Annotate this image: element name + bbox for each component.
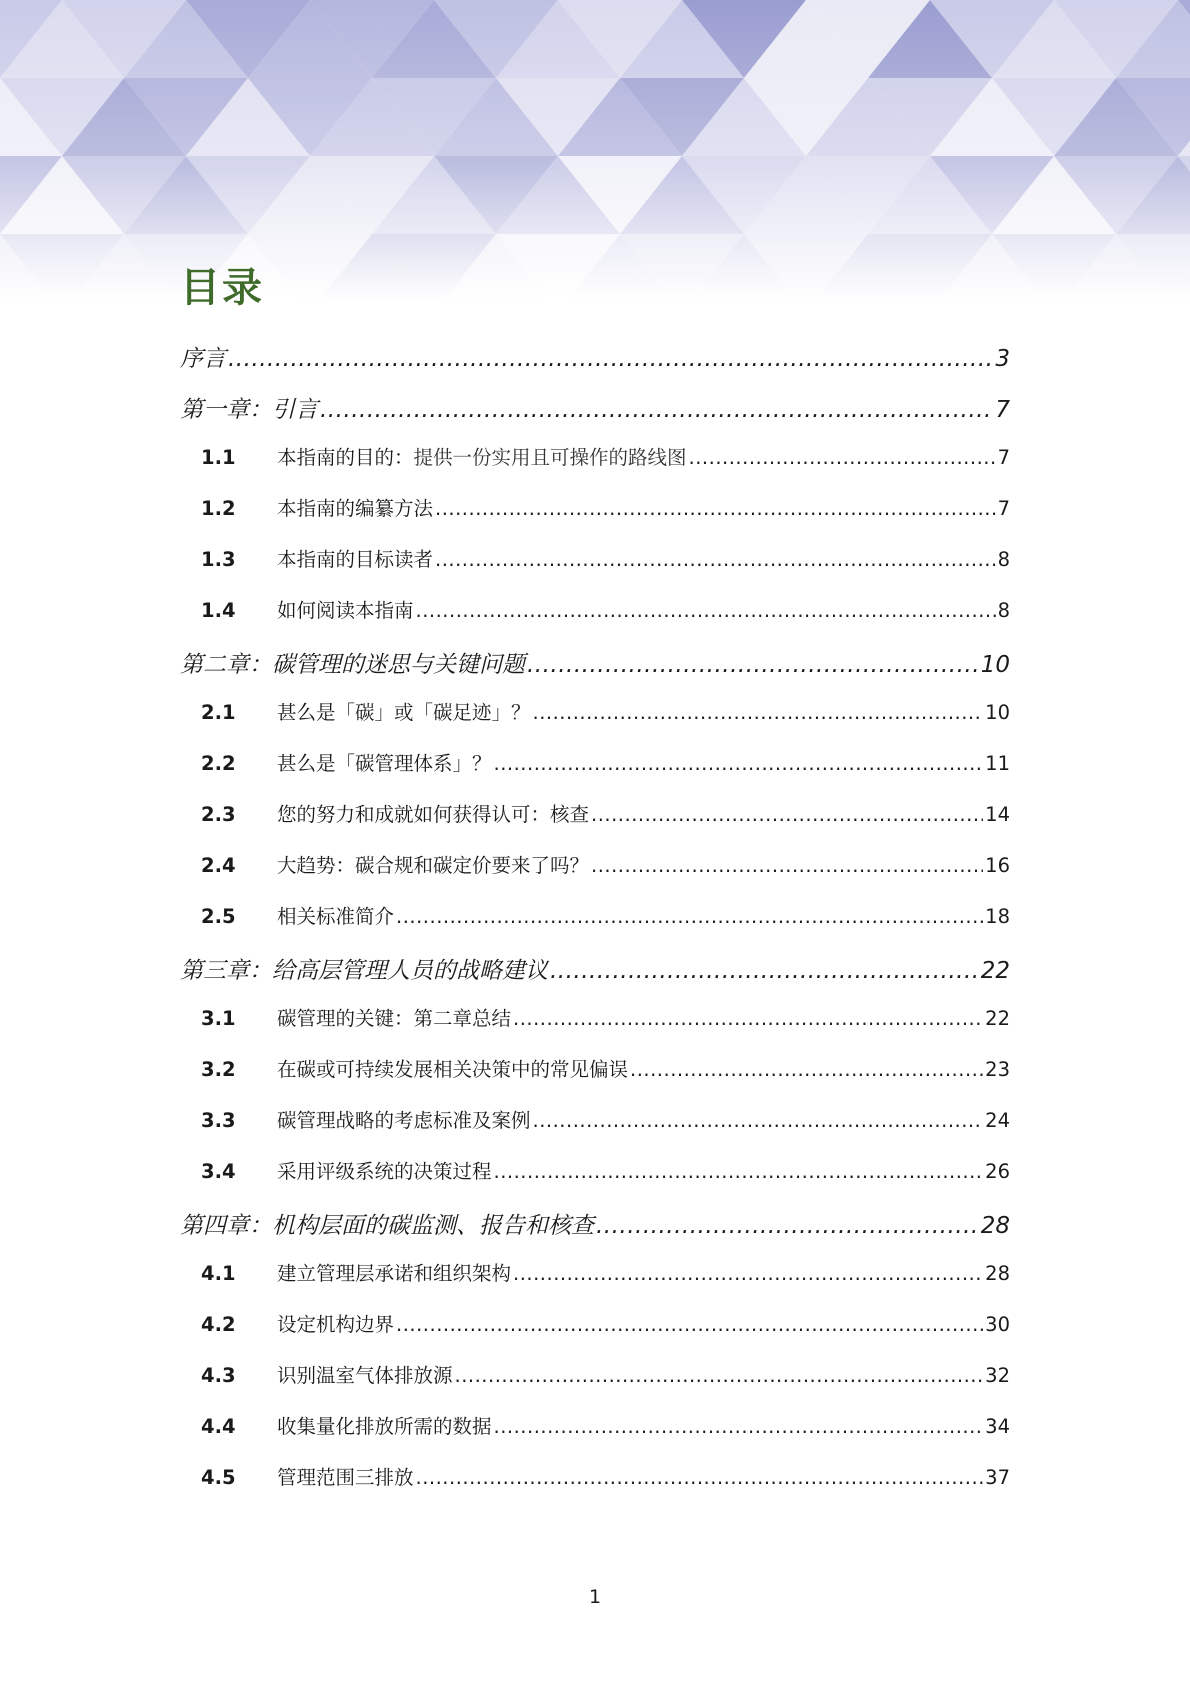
section-page-number: 23 [985,1058,1010,1081]
section-page-number: 7 [997,446,1010,469]
dot-leader [689,446,996,469]
section-page-number: 10 [985,701,1010,724]
toc-section-entry[interactable] [180,697,1010,748]
dot-leader [435,497,996,520]
dot-leader [513,1262,983,1285]
section-page-number: 34 [985,1415,1010,1438]
section-title: 本指南的编纂方法 [277,497,434,520]
chapter-title: 第一章：引言 [180,397,318,423]
dot-leader [513,1007,983,1030]
toc-section-entry[interactable] [180,1003,1010,1054]
section-number: 2.3 [201,803,236,826]
section-page-number: 32 [985,1364,1010,1387]
toc-section-entry[interactable] [180,1309,1010,1360]
section-page-number: 14 [985,803,1010,826]
toc-section-entry[interactable] [180,1462,1010,1513]
dot-leader [591,803,983,826]
dot-leader [550,958,979,984]
toc-title: 目录 [180,265,264,311]
section-number: 3.1 [201,1007,236,1030]
dot-leader [455,1364,984,1387]
dot-leader [494,1160,984,1183]
toc-section-entry[interactable] [180,799,1010,850]
section-title: 管理范围三排放 [277,1466,414,1489]
section-number: 4.5 [201,1466,236,1489]
dot-leader [396,1313,983,1336]
toc-chapter-entry[interactable] [180,646,1010,697]
toc-section-entry[interactable] [180,1054,1010,1105]
section-title: 收集量化排放所需的数据 [277,1415,492,1438]
header-triangle-pattern [0,0,1190,300]
toc-chapter-entry[interactable] [180,391,1010,442]
section-title: 设定机构边界 [277,1313,395,1336]
section-number: 3.2 [201,1058,236,1081]
section-number: 4.2 [201,1313,236,1336]
section-page-number: 37 [985,1466,1010,1489]
section-number: 1.2 [201,497,236,520]
section-number: 3.3 [201,1109,236,1132]
chapter-page-number: 7 [995,397,1010,423]
dot-leader [533,701,984,724]
dot-leader [494,752,984,775]
section-title-group [277,442,687,470]
section-page-number: 22 [985,1007,1010,1030]
chapter-title: 第四章：机构层面的碳监测、报告和核查 [180,1213,594,1239]
chapter-page-number: 28 [980,1213,1010,1239]
section-page-number: 28 [985,1262,1010,1285]
toc-section-entry[interactable] [180,901,1010,952]
dot-leader [533,1109,984,1132]
dot-leader [494,1415,984,1438]
section-title: 建立管理层承诺和组织架构 [277,1262,512,1285]
toc-section-entry[interactable] [180,442,1010,493]
section-title: 甚么是「碳管理体系」？ [277,752,492,775]
section-number: 1.4 [201,599,236,622]
table-of-contents [180,340,1010,1513]
section-title: 本指南的目标读者 [277,548,434,571]
section-number: 2.2 [201,752,236,775]
section-number: 2.5 [201,905,236,928]
chapter-page-number: 10 [980,652,1010,678]
toc-section-entry[interactable] [180,544,1010,595]
section-number: 2.1 [201,701,236,724]
dot-leader [416,1466,984,1489]
dot-leader [416,599,996,622]
dot-leader [228,346,993,372]
section-title: 采用评级系统的决策过程 [277,1160,492,1183]
toc-section-entry[interactable] [180,850,1010,901]
toc-section-entry[interactable] [180,595,1010,646]
toc-section-entry[interactable] [180,1105,1010,1156]
section-page-number: 16 [985,854,1010,877]
section-title: 大趋势：碳合规和碳定价要来了吗？ [277,854,590,877]
toc-section-entry[interactable] [180,493,1010,544]
toc-section-entry[interactable] [180,748,1010,799]
dot-leader [435,548,996,571]
section-page-number: 11 [985,752,1010,775]
toc-chapter-entry[interactable] [180,1207,1010,1258]
dot-leader [396,905,983,928]
toc-section-entry[interactable] [180,1360,1010,1411]
section-number: 1.3 [201,548,236,571]
chapter-title: 第三章：给高层管理人员的战略建议 [180,958,548,984]
section-number: 1.1 [201,446,236,469]
section-title: 碳管理战略的考虑标准及案例 [277,1109,531,1132]
section-number: 2.4 [201,854,236,877]
section-title: 本指南的目的： [277,446,414,469]
section-page-number: 18 [985,905,1010,928]
toc-chapter-entry[interactable] [180,952,1010,1003]
chapter-page-number: 3 [995,346,1010,372]
section-number: 4.1 [201,1262,236,1285]
section-title: 您的努力和成就如何获得认可：核查 [277,803,590,826]
section-number: 4.4 [201,1415,236,1438]
dot-leader [630,1058,983,1081]
dot-leader [320,397,993,423]
section-page-number: 26 [985,1160,1010,1183]
section-title: 如何阅读本指南 [277,599,414,622]
chapter-page-number: 22 [980,958,1010,984]
section-title: 相关标准简介 [277,905,395,928]
section-title: 识别温室气体排放源 [277,1364,453,1387]
toc-section-entry[interactable] [180,1258,1010,1309]
section-subtitle: 提供一份实用且可操作的路线图 [413,446,687,469]
section-page-number: 8 [997,548,1010,571]
page-number: 1 [588,1586,602,1608]
chapter-title: 序言 [180,346,226,372]
toc-section-entry[interactable] [180,1156,1010,1207]
toc-section-entry[interactable] [180,1411,1010,1462]
dot-leader [596,1213,979,1239]
section-title: 在碳或可持续发展相关决策中的常见偏误 [277,1058,629,1081]
chapter-title: 第二章：碳管理的迷思与关键问题 [180,652,525,678]
section-page-number: 7 [997,497,1010,520]
section-number: 3.4 [201,1160,236,1183]
dot-leader [527,652,979,678]
section-title: 碳管理的关键：第二章总结 [277,1007,512,1030]
section-title: 甚么是「碳」或「碳足迹」？ [277,701,531,724]
section-page-number: 30 [985,1313,1010,1336]
toc-chapter-entry[interactable] [180,340,1010,391]
section-page-number: 24 [985,1109,1010,1132]
section-number: 4.3 [201,1364,236,1387]
section-page-number: 8 [997,599,1010,622]
dot-leader [591,854,983,877]
